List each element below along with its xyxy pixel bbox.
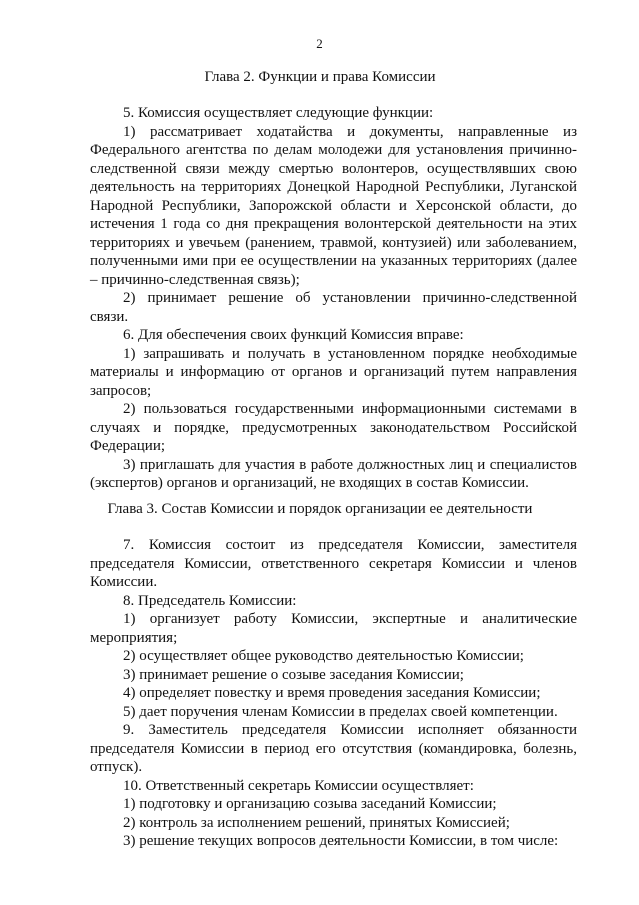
paragraph-8-item-1: 1) организует работу Комиссии, экспертные и аналитические мероприятия; (90, 611, 577, 646)
paragraph-10-item-1: 1) подготовку и организацию созыва заседаний Комиссии; (123, 796, 497, 812)
chapter-3-heading: Глава 3. Состав Комиссии и порядок организации ее деятельности (107, 501, 533, 517)
paragraph-8-item-2: 2) осуществляет общее руководство деятельностью Комиссии; (123, 648, 524, 664)
paragraph-8-item-5: 5) дает поручения членам Комиссии в пределах своей компетенции. (123, 703, 558, 720)
paragraph-5: 5. Комиссия осуществляет следующие функции: (123, 105, 434, 121)
paragraph-10-item-3: 3) решение текущих вопросов деятельности Комиссии, в том числе: (123, 833, 559, 849)
paragraph-5-item-2: 2) принимает решение об установлении причинно-следственной связи. (90, 290, 577, 325)
chapter-2-heading: Глава 2. Функции и права Комиссии (204, 69, 436, 85)
paragraph-7: 7. Комиссия состоит из председателя Комиссии, заместителя председателя Комиссии, ответственного секретаря Комиссии и членов Комиссии. (90, 537, 577, 590)
paragraph-10: 10. Ответственный секретарь Комиссии осуществляет: (123, 777, 474, 794)
paragraph-8: 8. Председатель Комиссии: (123, 592, 297, 609)
paragraph-9: 9. Заместитель председателя Комиссии исполняет обязанности председателя Комиссии в период его отсутствия (командировка, болезнь, отпуск). (90, 722, 577, 775)
paragraph-8-item-4: 4) определяет повестку и время проведения заседания Комиссии; (123, 685, 541, 701)
paragraph-6-item-1: 1) запрашивать и получать в установленном порядке необходимые материалы и информацию от органов и организаций путем направления запросов; (90, 345, 577, 399)
paragraph-10-item-2: 2) контроль за исполнением решений, принятых Комиссией; (123, 814, 510, 831)
paragraph-5-item-1: 1) рассматривает ходатайства и документы, направленные из Федерального агентства по делам молодежи для установления причинно-следственной связи между смертью волонтеров, осуществлявших свою деятельность на территориях Донецкой Народной Республики, Луганской Народной Республики, Запорожской области и Херсонской области, до истечения 1 года со дня прекращения волонтерской деятельности на этих территориях и увечьем (ранением, травмой, контузией) или заболеванием, полученными ими при ее осуществлении на указанных территориях (далее – причинно-следственная связь); (90, 123, 577, 288)
paragraph-6-item-2: 2) пользоваться государственными информационными системами в случаях и порядке, предусмотренных законодательством Российской Федерации; (90, 401, 577, 454)
paragraph-6: 6. Для обеспечения своих функций Комиссия вправе: (123, 327, 464, 343)
page-number: 2 (316, 36, 323, 51)
chapter-2-body (90, 104, 577, 493)
paragraph-6-item-3: 3) приглашать для участия в работе должностных лиц и специалистов (экспертов) органов и организаций, не входящих в состав Комиссии. (90, 456, 577, 491)
paragraph-8-item-3: 3) принимает решение о созыве заседания Комиссии; (123, 666, 464, 683)
chapter-3-body (90, 536, 577, 851)
